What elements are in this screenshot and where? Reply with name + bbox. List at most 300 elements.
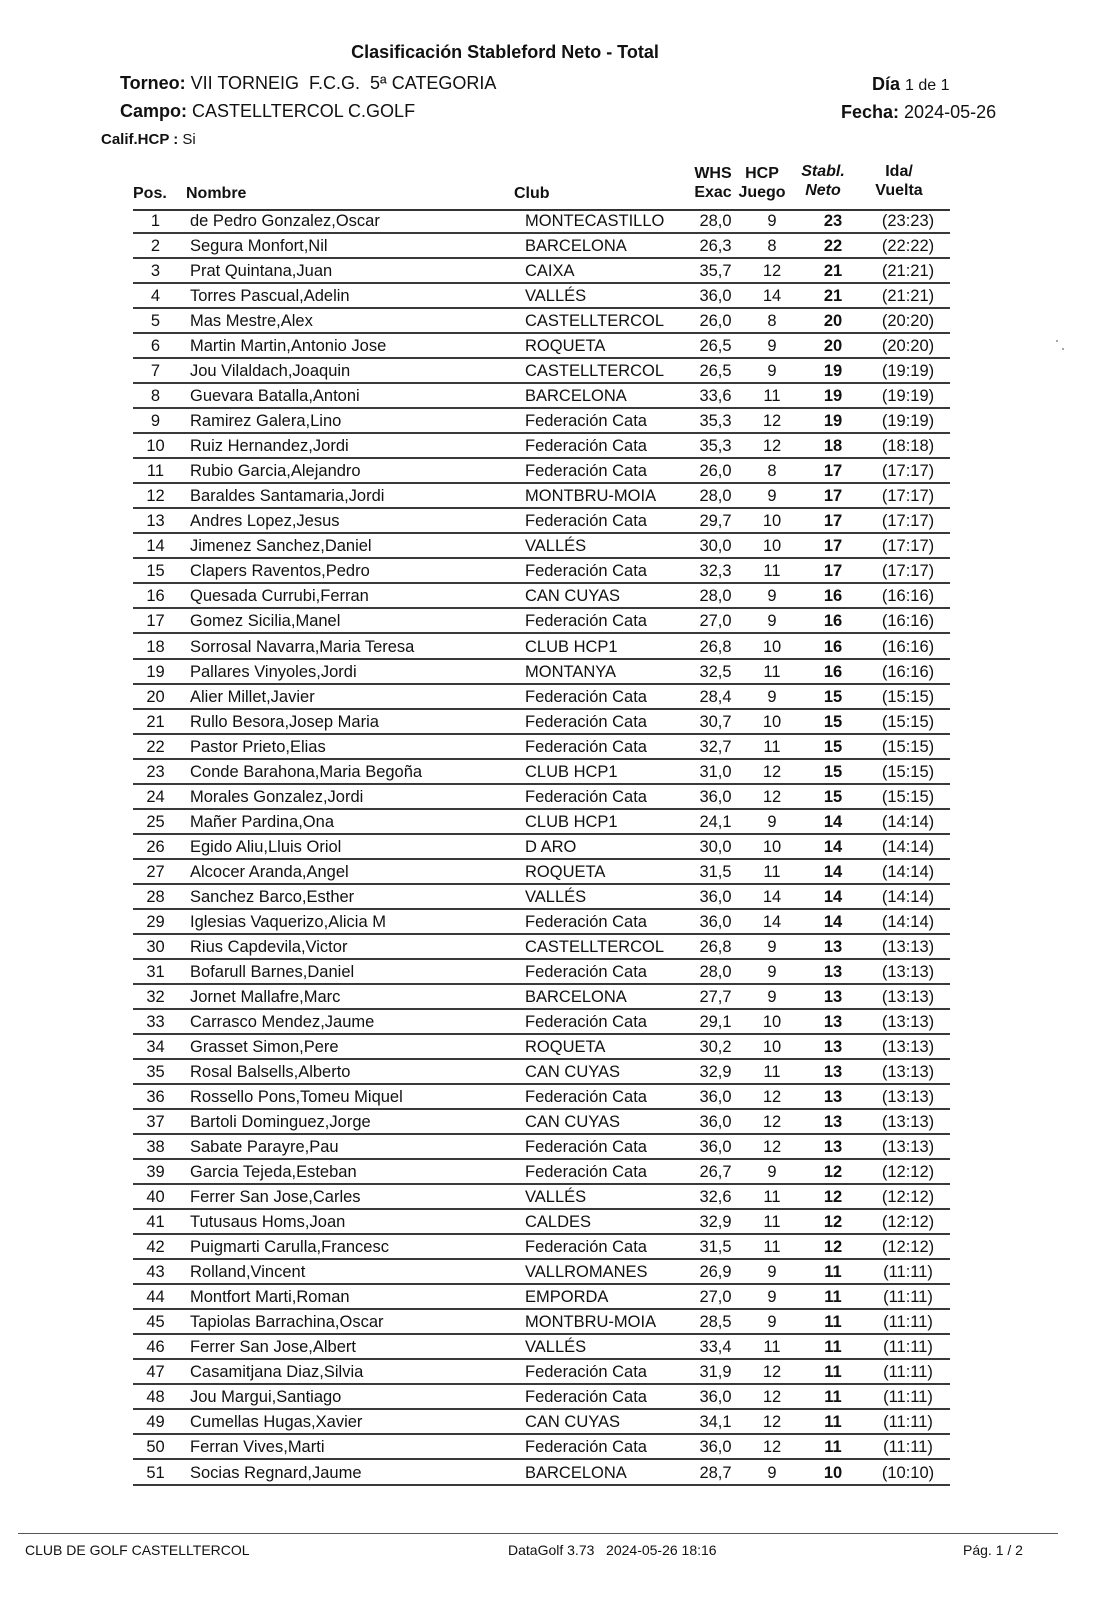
row-ida-vuelta: (15:15) xyxy=(881,687,935,706)
row-ida-vuelta: (11:11) xyxy=(883,1413,933,1432)
row-hcp: 9 xyxy=(767,937,777,956)
row-hcp: 8 xyxy=(767,237,777,256)
row-ida-vuelta: (17:17) xyxy=(881,537,935,556)
row-ida-vuelta: (12:12) xyxy=(881,1213,935,1232)
row-stableford: 17 xyxy=(823,537,843,556)
row-whs: 32,3 xyxy=(699,562,732,581)
table-row xyxy=(133,860,950,885)
row-name: Garcia Tejeda,Esteban xyxy=(190,1163,357,1182)
scan-speck xyxy=(1062,348,1064,350)
row-whs: 36,0 xyxy=(699,1438,732,1457)
row-club: BARCELONA xyxy=(525,387,627,406)
row-name: Rosal Balsells,Alberto xyxy=(190,1063,351,1082)
row-stableford: 21 xyxy=(823,287,843,306)
row-stableford: 11 xyxy=(824,1313,842,1332)
table-row xyxy=(133,334,950,359)
row-pos: 10 xyxy=(146,437,165,456)
row-hcp: 11 xyxy=(763,737,781,756)
row-stableford: 21 xyxy=(823,262,843,281)
footer-club: CLUB DE GOLF CASTELLTERCOL xyxy=(25,1542,250,1558)
row-name: Iglesias Vaquerizo,Alicia M xyxy=(190,912,386,931)
row-whs: 28,7 xyxy=(699,1463,732,1482)
row-whs: 27,7 xyxy=(699,987,732,1006)
table-row xyxy=(133,710,950,735)
row-whs: 32,5 xyxy=(699,662,732,681)
row-hcp: 9 xyxy=(767,1313,777,1332)
col-iv-header xyxy=(863,162,935,200)
row-stableford: 20 xyxy=(823,337,843,356)
table-row xyxy=(133,459,950,484)
row-pos: 24 xyxy=(146,787,165,806)
col-whs-bottom: Exac xyxy=(694,184,732,201)
row-ida-vuelta: (12:12) xyxy=(881,1188,935,1207)
row-whs: 30,0 xyxy=(699,837,732,856)
row-club: MONTBRU-MOIA xyxy=(525,1313,657,1332)
row-whs: 36,0 xyxy=(699,1113,732,1132)
row-pos: 26 xyxy=(146,837,165,856)
row-pos: 34 xyxy=(146,1037,165,1056)
row-whs: 36,0 xyxy=(699,787,732,806)
row-whs: 35,3 xyxy=(699,437,732,456)
table-row xyxy=(133,810,950,835)
row-name: Puigmarti Carulla,Francesc xyxy=(190,1238,389,1257)
row-club: VALLÉS xyxy=(525,287,587,306)
row-club: CAIXA xyxy=(525,262,575,281)
row-name: Mas Mestre,Alex xyxy=(190,312,313,331)
row-whs: 28,0 xyxy=(699,962,732,981)
row-whs: 26,5 xyxy=(699,362,732,381)
row-club: Federación Cata xyxy=(525,1363,647,1382)
row-club: ROQUETA xyxy=(525,862,606,881)
table-row xyxy=(133,1435,950,1460)
table-row xyxy=(133,1185,950,1210)
row-pos: 29 xyxy=(146,912,165,931)
row-whs: 31,9 xyxy=(699,1363,732,1382)
row-pos: 8 xyxy=(150,387,161,406)
row-ida-vuelta: (13:13) xyxy=(881,1063,935,1082)
table-row xyxy=(133,960,950,985)
row-name: Jou Vilaldach,Joaquin xyxy=(190,362,351,381)
row-pos: 6 xyxy=(150,337,161,356)
row-name: Socias Regnard,Jaume xyxy=(190,1463,362,1482)
row-stableford: 15 xyxy=(823,787,843,806)
table-row xyxy=(133,1310,950,1335)
table-row xyxy=(133,309,950,334)
row-hcp: 10 xyxy=(762,512,782,531)
row-name: Jou Margui,Santiago xyxy=(190,1388,342,1407)
row-whs: 36,0 xyxy=(699,1388,732,1407)
campo-value: CASTELLTERCOL C.GOLF xyxy=(192,101,416,121)
row-name: Cumellas Hugas,Xavier xyxy=(190,1413,363,1432)
row-ida-vuelta: (13:13) xyxy=(881,987,935,1006)
table-row xyxy=(133,1035,950,1060)
row-hcp: 12 xyxy=(762,762,782,781)
table-row xyxy=(133,234,950,259)
row-ida-vuelta: (17:17) xyxy=(881,462,935,481)
row-whs: 36,0 xyxy=(699,287,732,306)
row-stableford: 16 xyxy=(823,662,843,681)
table-row xyxy=(133,1360,950,1385)
col-iv-top: Ida/ xyxy=(885,163,913,180)
row-name: Rossello Pons,Tomeu Miquel xyxy=(190,1088,403,1107)
row-club: Federación Cata xyxy=(525,787,647,806)
dia-line xyxy=(872,74,950,95)
table-row xyxy=(133,1335,950,1360)
row-ida-vuelta: (11:11) xyxy=(883,1263,933,1282)
table-row xyxy=(133,534,950,559)
row-pos: 45 xyxy=(146,1313,165,1332)
row-hcp: 11 xyxy=(763,1238,781,1257)
row-hcp: 14 xyxy=(762,287,782,306)
row-stableford: 13 xyxy=(823,1138,843,1157)
row-club: Federación Cata xyxy=(525,1438,647,1457)
row-stableford: 13 xyxy=(823,1088,843,1107)
row-ida-vuelta: (16:16) xyxy=(881,637,935,656)
row-ida-vuelta: (17:17) xyxy=(881,512,935,531)
row-name: Ferrer San Jose,Carles xyxy=(190,1188,361,1207)
col-club-header: Club xyxy=(514,185,550,202)
row-hcp: 9 xyxy=(767,1288,777,1307)
row-club: Federación Cata xyxy=(525,1163,647,1182)
row-whs: 29,1 xyxy=(699,1012,732,1031)
row-ida-vuelta: (11:11) xyxy=(883,1288,933,1307)
row-hcp: 9 xyxy=(767,1263,777,1282)
table-row xyxy=(133,209,950,234)
campo-label: Campo: xyxy=(120,101,187,121)
table-row xyxy=(133,1060,950,1085)
row-ida-vuelta: (14:14) xyxy=(881,862,935,881)
row-stableford: 22 xyxy=(823,237,843,256)
row-stableford: 17 xyxy=(823,512,843,531)
row-ida-vuelta: (16:16) xyxy=(881,662,935,681)
row-pos: 22 xyxy=(146,737,165,756)
row-hcp: 12 xyxy=(762,1138,782,1157)
row-name: Rolland,Vincent xyxy=(190,1263,306,1282)
row-club: CLUB HCP1 xyxy=(525,637,618,656)
row-whs: 32,9 xyxy=(699,1213,732,1232)
row-pos: 38 xyxy=(146,1138,165,1157)
col-stabl-top: Stabl. xyxy=(801,163,845,180)
row-club: Federación Cata xyxy=(525,512,647,531)
row-pos: 20 xyxy=(146,687,165,706)
row-ida-vuelta: (21:21) xyxy=(881,287,935,306)
row-pos: 17 xyxy=(146,612,165,631)
row-name: Alcocer Aranda,Angel xyxy=(190,862,349,881)
row-pos: 48 xyxy=(146,1388,165,1407)
row-stableford: 13 xyxy=(823,962,843,981)
col-hcp-top: HCP xyxy=(745,165,779,182)
table-row xyxy=(133,559,950,584)
row-whs: 32,6 xyxy=(699,1188,732,1207)
row-ida-vuelta: (13:13) xyxy=(881,1088,935,1107)
row-whs: 30,0 xyxy=(699,537,732,556)
row-ida-vuelta: (23:23) xyxy=(881,212,935,230)
row-ida-vuelta: (15:15) xyxy=(881,737,935,756)
table-row xyxy=(133,935,950,960)
row-name: Jornet Mallafre,Marc xyxy=(190,987,341,1006)
table-row xyxy=(133,735,950,760)
row-whs: 31,5 xyxy=(699,862,732,881)
calif-label: Calif.HCP : xyxy=(101,131,179,148)
row-hcp: 8 xyxy=(767,312,777,331)
row-whs: 28,5 xyxy=(699,1313,732,1332)
row-pos: 16 xyxy=(146,587,165,606)
row-stableford: 10 xyxy=(823,1463,843,1482)
row-hcp: 11 xyxy=(763,1188,781,1207)
col-whs-top: WHS xyxy=(694,165,732,182)
row-club: MONTANYA xyxy=(525,662,617,681)
row-stableford: 13 xyxy=(823,987,843,1006)
table-row xyxy=(133,660,950,685)
row-stableford: 11 xyxy=(824,1288,842,1307)
row-name: Carrasco Mendez,Jaume xyxy=(190,1012,375,1031)
row-whs: 35,3 xyxy=(699,412,732,431)
row-ida-vuelta: (21:21) xyxy=(881,262,935,281)
row-club: Federación Cata xyxy=(525,1388,647,1407)
row-pos: 13 xyxy=(146,512,165,531)
row-pos: 27 xyxy=(146,862,165,881)
row-whs: 31,0 xyxy=(699,762,732,781)
row-stableford: 11 xyxy=(824,1338,842,1357)
row-hcp: 12 xyxy=(762,1113,782,1132)
table-row xyxy=(133,1461,950,1486)
row-pos: 50 xyxy=(146,1438,165,1457)
row-name: Rubio Garcia,Alejandro xyxy=(190,462,361,481)
row-name: Quesada Currubi,Ferran xyxy=(190,587,369,606)
row-hcp: 10 xyxy=(762,537,782,556)
calif-line xyxy=(101,131,196,148)
row-name: Mañer Pardina,Ona xyxy=(190,812,334,831)
row-pos: 36 xyxy=(146,1088,165,1107)
footer-software: DataGolf 3.73 2024-05-26 18:16 xyxy=(508,1542,717,1558)
row-pos: 2 xyxy=(150,237,161,256)
row-ida-vuelta: (14:14) xyxy=(881,912,935,931)
row-hcp: 12 xyxy=(762,1438,782,1457)
row-stableford: 13 xyxy=(823,937,843,956)
row-club: VALLÉS xyxy=(525,887,587,906)
row-hcp: 12 xyxy=(762,1413,782,1432)
row-pos: 30 xyxy=(146,937,165,956)
row-hcp: 10 xyxy=(762,837,782,856)
row-ida-vuelta: (16:16) xyxy=(881,587,935,606)
row-ida-vuelta: (14:14) xyxy=(881,887,935,906)
table-row xyxy=(133,484,950,509)
row-ida-vuelta: (11:11) xyxy=(883,1438,933,1457)
col-stabl-bottom: Neto xyxy=(805,182,841,199)
row-name: Bartoli Dominguez,Jorge xyxy=(190,1113,371,1132)
row-whs: 36,0 xyxy=(699,1088,732,1107)
row-hcp: 12 xyxy=(762,1363,782,1382)
row-pos: 23 xyxy=(146,762,165,781)
row-club: BARCELONA xyxy=(525,1463,627,1482)
row-ida-vuelta: (10:10) xyxy=(881,1463,935,1482)
table-row xyxy=(133,1385,950,1410)
row-whs: 33,4 xyxy=(699,1338,732,1357)
row-whs: 32,9 xyxy=(699,1063,732,1082)
torneo-label: Torneo: xyxy=(120,73,186,93)
row-pos: 35 xyxy=(146,1063,165,1082)
col-whs-header xyxy=(692,164,734,202)
page-title: Clasificación Stableford Neto - Total xyxy=(351,42,659,62)
row-club: Federación Cata xyxy=(525,462,647,481)
row-name: Pastor Prieto,Elias xyxy=(190,737,326,756)
row-club: Federación Cata xyxy=(525,1238,647,1257)
row-hcp: 9 xyxy=(767,1463,777,1482)
row-stableford: 12 xyxy=(823,1213,843,1232)
fecha-line xyxy=(841,102,1001,123)
row-pos: 49 xyxy=(146,1413,165,1432)
row-whs: 30,7 xyxy=(699,712,732,731)
row-club: BARCELONA xyxy=(525,987,627,1006)
row-ida-vuelta: (11:11) xyxy=(883,1363,933,1382)
row-hcp: 10 xyxy=(762,1037,782,1056)
row-club: ROQUETA xyxy=(525,1037,606,1056)
row-name: Baraldes Santamaria,Jordi xyxy=(190,487,385,506)
row-stableford: 11 xyxy=(824,1388,842,1407)
row-club: Federación Cata xyxy=(525,562,647,581)
row-ida-vuelta: (22:22) xyxy=(881,237,935,256)
row-stableford: 14 xyxy=(823,812,843,831)
row-club: MONTBRU-MOIA xyxy=(525,487,657,506)
row-name: Prat Quintana,Juan xyxy=(190,262,333,281)
row-pos: 28 xyxy=(146,887,165,906)
row-club: Federación Cata xyxy=(525,712,647,731)
row-whs: 27,0 xyxy=(699,612,732,631)
row-pos: 21 xyxy=(146,712,165,731)
row-name: Ruiz Hernandez,Jordi xyxy=(190,437,349,456)
torneo-value: VII TORNEIG F.C.G. 5ª CATEGORIA xyxy=(190,73,497,93)
row-name: Rius Capdevila,Victor xyxy=(190,937,348,956)
table-row xyxy=(133,384,950,409)
fecha-label: Fecha: xyxy=(841,102,900,122)
table-row xyxy=(133,835,950,860)
row-name: Martin Martin,Antonio Jose xyxy=(190,337,387,356)
col-iv-bottom: Vuelta xyxy=(875,182,923,199)
row-stableford: 12 xyxy=(823,1238,843,1257)
row-hcp: 11 xyxy=(763,662,781,681)
row-ida-vuelta: (19:19) xyxy=(881,387,935,406)
row-pos: 3 xyxy=(150,262,161,281)
row-stableford: 11 xyxy=(824,1438,842,1457)
row-club: BARCELONA xyxy=(525,237,627,256)
row-pos: 40 xyxy=(146,1188,165,1207)
row-hcp: 10 xyxy=(762,712,782,731)
campo-line xyxy=(120,101,415,122)
table-row xyxy=(133,1135,950,1160)
row-hcp: 12 xyxy=(762,262,782,281)
row-stableford: 17 xyxy=(823,462,843,481)
row-stableford: 13 xyxy=(823,1113,843,1132)
row-ida-vuelta: (17:17) xyxy=(881,562,935,581)
row-hcp: 10 xyxy=(762,1012,782,1031)
row-pos: 37 xyxy=(146,1113,165,1132)
col-hcp-bottom: Juego xyxy=(738,184,786,201)
row-pos: 46 xyxy=(146,1338,165,1357)
col-hcp-header xyxy=(738,164,786,202)
row-hcp: 9 xyxy=(767,987,777,1006)
row-ida-vuelta: (19:19) xyxy=(881,362,935,381)
table-row xyxy=(133,1010,950,1035)
row-stableford: 19 xyxy=(823,387,843,406)
row-club: CLUB HCP1 xyxy=(525,812,618,831)
row-hcp: 9 xyxy=(767,212,777,230)
row-stableford: 16 xyxy=(823,612,843,631)
row-ida-vuelta: (20:20) xyxy=(881,337,935,356)
row-hcp: 9 xyxy=(767,487,777,506)
table-row xyxy=(133,259,950,284)
row-club: Federación Cata xyxy=(525,412,647,431)
row-ida-vuelta: (20:20) xyxy=(881,312,935,331)
row-name: Tutusaus Homs,Joan xyxy=(190,1213,346,1232)
col-stabl-header xyxy=(798,162,848,200)
row-stableford: 12 xyxy=(823,1163,843,1182)
row-stableford: 12 xyxy=(823,1188,843,1207)
row-name: Bofarull Barnes,Daniel xyxy=(190,962,355,981)
scan-speck xyxy=(1056,340,1058,342)
row-pos: 14 xyxy=(146,537,165,556)
row-stableford: 15 xyxy=(823,687,843,706)
row-club: CALDES xyxy=(525,1213,592,1232)
row-ida-vuelta: (11:11) xyxy=(883,1313,933,1332)
row-pos: 33 xyxy=(146,1012,165,1031)
table-row xyxy=(133,434,950,459)
row-pos: 4 xyxy=(150,287,161,306)
row-club: Federación Cata xyxy=(525,737,647,756)
row-club: Federación Cata xyxy=(525,1088,647,1107)
row-whs: 26,0 xyxy=(699,462,732,481)
row-ida-vuelta: (12:12) xyxy=(881,1163,935,1182)
row-whs: 27,0 xyxy=(699,1288,732,1307)
row-whs: 30,2 xyxy=(699,1037,732,1056)
row-hcp: 11 xyxy=(763,1213,781,1232)
row-hcp: 12 xyxy=(762,1088,782,1107)
row-whs: 26,9 xyxy=(699,1263,732,1282)
table-row xyxy=(133,1285,950,1310)
row-whs: 33,6 xyxy=(699,387,732,406)
row-pos: 42 xyxy=(146,1238,165,1257)
dia-label: Día xyxy=(872,74,901,94)
row-club: CAN CUYAS xyxy=(525,587,621,606)
row-stableford: 23 xyxy=(823,212,843,230)
row-stableford: 13 xyxy=(823,1012,843,1031)
row-whs: 36,0 xyxy=(699,1138,732,1157)
table-row xyxy=(133,1110,950,1135)
torneo-line xyxy=(120,73,496,94)
row-club: CLUB HCP1 xyxy=(525,762,618,781)
row-club: Federación Cata xyxy=(525,687,647,706)
row-stableford: 20 xyxy=(823,312,843,331)
row-club: Federación Cata xyxy=(525,1138,647,1157)
row-name: Alier Millet,Javier xyxy=(190,687,315,706)
row-whs: 32,7 xyxy=(699,737,732,756)
row-whs: 29,7 xyxy=(699,512,732,531)
row-club: Federación Cata xyxy=(525,962,647,981)
row-club: Federación Cata xyxy=(525,437,647,456)
row-pos: 44 xyxy=(146,1288,165,1307)
row-club: VALLÉS xyxy=(525,1338,587,1357)
row-whs: 26,8 xyxy=(699,937,732,956)
row-hcp: 11 xyxy=(763,562,781,581)
footer-page: Pág. 1 / 2 xyxy=(963,1542,1023,1558)
table-row xyxy=(133,1160,950,1185)
row-name: de Pedro Gonzalez,Oscar xyxy=(190,212,380,230)
table-row xyxy=(133,409,950,434)
row-pos: 31 xyxy=(146,962,165,981)
row-ida-vuelta: (16:16) xyxy=(881,612,935,631)
row-club: ROQUETA xyxy=(525,337,606,356)
row-whs: 28,0 xyxy=(699,587,732,606)
row-name: Sanchez Barco,Esther xyxy=(190,887,355,906)
